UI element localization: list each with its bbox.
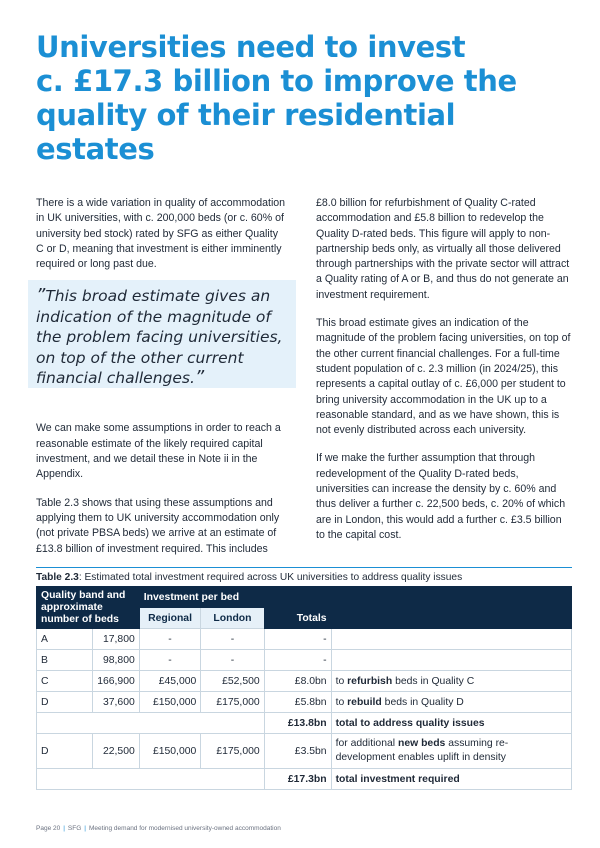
cell-note: for additional new beds assuming re-development enables uplift in density [331, 734, 571, 769]
right-column [316, 196, 572, 556]
open-quote-mark: ” [36, 285, 46, 306]
right-paragraph-3: If we make the further assumption that through redevelopment of the Quality D-rated beds, universities can increase the density by c. 60% and thus deliver a further c. 22,500 beds, c. 20% of which are in London, this would add a further c. £3.5 billion to the capital cost. [316, 452, 566, 541]
cell-total: £8.0bn [264, 671, 331, 692]
cell-total: - [264, 650, 331, 671]
page-footer [36, 825, 281, 832]
header-totals: Totals [264, 587, 331, 629]
close-quote-mark: ” [194, 367, 205, 388]
cell-band: B [37, 650, 93, 671]
header-notes [331, 587, 571, 629]
title-line-1: Universities need to invest [36, 30, 466, 64]
cell-regional: £150,000 [139, 692, 201, 713]
header-quality-band: Quality band and approximate number of beds [37, 587, 140, 629]
cell-beds: 37,600 [93, 692, 140, 713]
subtotal-blank [37, 713, 265, 734]
header-investment-per-bed: Investment per bed [139, 587, 264, 608]
table-caption-label: Table 2.3 [36, 572, 79, 583]
cell-regional: - [139, 650, 201, 671]
cell-total: £5.8bn [264, 692, 331, 713]
cell-beds: 22,500 [93, 734, 140, 769]
cell-band: A [37, 629, 93, 650]
cell-regional: £45,000 [139, 671, 201, 692]
table-row [37, 671, 572, 692]
title-line-2: c. £17.3 billion to improve the [36, 64, 517, 98]
cell-note: to refurbish beds in Quality C [331, 671, 571, 692]
cell-total: - [264, 629, 331, 650]
cell-note: to rebuild beds in Quality D [331, 692, 571, 713]
table-caption-text: : Estimated total investment required across UK universities to address quality issues [78, 572, 463, 583]
left-paragraph-2: We can make some assumptions in order to reach a reasonable estimate of the likely required capital investment, and we detail these in Note ii in the Appendix. [36, 422, 281, 481]
cell-note [331, 650, 571, 671]
investment-table [36, 586, 572, 790]
cell-total: £3.5bn [264, 734, 331, 769]
cell-note [331, 629, 571, 650]
grand-total-total: £17.3bn [264, 769, 331, 790]
cell-band: D [37, 734, 93, 769]
subtotal-row [37, 713, 572, 734]
table-caption [36, 567, 572, 583]
grand-total-blank [37, 769, 265, 790]
right-paragraph-2: This broad estimate gives an indication of the magnitude of the problem facing universities, on top of the other current financial challenges. For a full-time student population of c. 2.3 million (in 2024/25), this represents a capital outlay of c. £6,000 per student to bring university accommodation in the UK up to a reasonable standard, and as we have shown, this is not evenly distributed across each university. [316, 317, 571, 437]
left-paragraph-3: Table 2.3 shows that using these assumptions and applying them to UK university accommodation only (not private PBSA beds) we arrive at an estimate of £13.8 billion of investment required. This includes [36, 496, 280, 555]
pull-quote [28, 280, 296, 388]
grand-total-note: total investment required [331, 769, 571, 790]
subtotal-total: £13.8bn [264, 713, 331, 734]
cell-beds: 98,800 [93, 650, 140, 671]
cell-regional: £150,000 [139, 734, 201, 769]
table-row [37, 734, 572, 769]
pull-quote-text: This broad estimate gives an indication of the magnitude of the problem facing universities, on top of the other current financial challenges. [36, 287, 283, 387]
subtotal-note: total to address quality issues [331, 713, 571, 734]
table-row [37, 629, 572, 650]
cell-regional: - [139, 629, 201, 650]
cell-london: - [201, 629, 264, 650]
cell-london: £175,000 [201, 734, 264, 769]
footer-separator: | [63, 825, 65, 832]
cell-london: £175,000 [201, 692, 264, 713]
cell-beds: 166,900 [93, 671, 140, 692]
header-regional: Regional [139, 608, 201, 629]
title-line-3: quality of their residential estates [36, 98, 456, 166]
cell-london: - [201, 650, 264, 671]
left-paragraph-1: There is a wide variation in quality of accommodation in UK universities, with c. 200,000 beds (or c. 60% of university bed stock) rated by SFG as either Quality C or D, meaning that investment is either imminently required or long past due. [36, 197, 286, 271]
header-london: London [201, 608, 264, 629]
table-row [37, 650, 572, 671]
grand-total-row [37, 769, 572, 790]
cell-band: D [37, 692, 93, 713]
right-paragraph-1: £8.0 billion for refurbishment of Quality C-rated accommodation and £5.8 billion to redevelop the Quality D-rated beds. This figure will apply to non-partnership beds only, as virtually all those delivered through partnerships with the private sector will attract a Quality rating of A or B, and thus do not generate an investment requirement. [316, 197, 570, 301]
footer-separator: | [84, 825, 86, 832]
footer-doc: Meeting demand for modernised university-owned accommodation [89, 825, 281, 832]
footer-page: Page 20 [36, 825, 61, 832]
cell-beds: 17,800 [93, 629, 140, 650]
cell-london: £52,500 [201, 671, 264, 692]
page-title [36, 30, 576, 166]
footer-org: SFG [67, 825, 82, 832]
table-row [37, 692, 572, 713]
cell-band: C [37, 671, 93, 692]
